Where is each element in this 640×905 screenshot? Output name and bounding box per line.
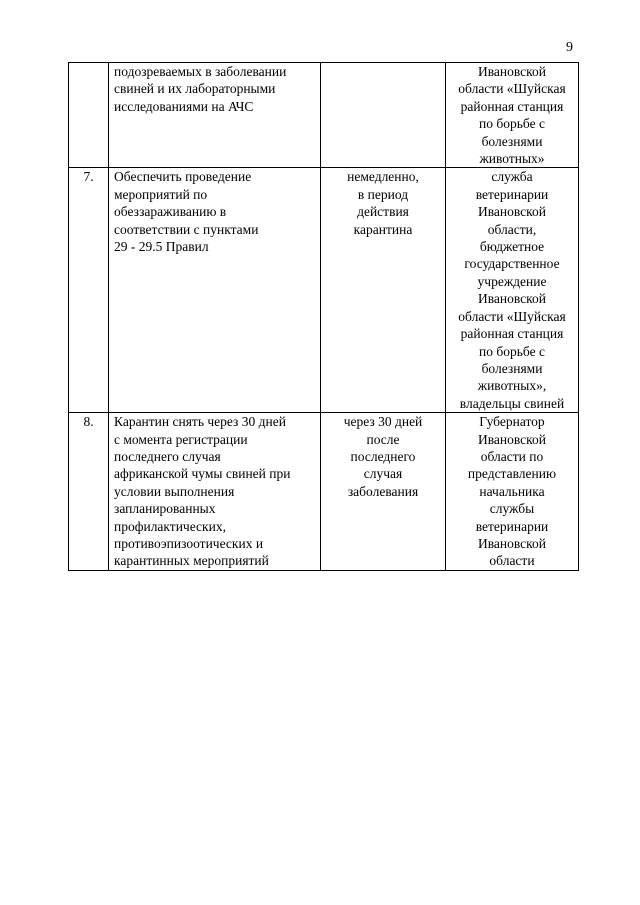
responsible-text-line: владельцы свиней [459,395,565,411]
event-text-line: свиней и их лабораторными [114,81,276,97]
row-number: 8. [83,414,94,430]
term-text-line: через 30 дней [343,414,423,430]
term-cell [321,63,446,168]
responsible-text-line: области по [480,448,544,464]
responsible-text-line: по борьбе с [479,116,545,132]
responsible-cell [446,413,579,571]
term-text-line: карантина [353,221,413,237]
responsible-text-line: области «Шуйская [458,81,566,97]
responsible-text-line: районная станция [460,326,564,342]
term-text-line: немедленно, [347,169,419,185]
responsible-cell [446,63,579,168]
event-cell [109,63,321,168]
term-text-line: в период [357,186,409,202]
event-text-line: 29 - 29.5 Правил [114,239,209,255]
responsible-text-line: Ивановской [477,204,547,220]
responsible-text-line: представлению [467,466,557,482]
responsible-text-line: служба [491,169,533,185]
term-text-line: последнего [350,448,416,464]
responsible-text-line: начальника [479,483,545,499]
responsible-cell [446,168,579,413]
responsible-text-line: ветеринарии [475,518,549,534]
responsible-text-line: Ивановской [477,64,547,79]
table-row [69,168,579,413]
responsible-text-line: государственное [464,256,560,272]
event-text-line: обеззараживанию в [114,204,227,220]
responsible-text-line: болезнями [481,133,543,149]
responsible-text-line: Ивановской [477,431,547,447]
event-text-line: подозреваемых в заболевании [114,64,287,79]
event-text-line: соответствии с пунктами [114,221,259,237]
responsible-text-line: по борьбе с [479,343,545,359]
term-text-line: случая [363,466,403,482]
responsible-text-line: животных», [477,378,547,394]
event-text-line: запланированных [114,501,216,517]
event-cell [109,168,321,413]
responsible-text-line: области «Шуйская [458,308,566,324]
event-text-line: с момента регистрации [114,431,248,447]
responsible-text-line: животных» [479,151,545,167]
responsible-text-line: районная станция [460,98,564,114]
row-number-cell [69,413,109,571]
responsible-text-line: болезнями [481,360,543,376]
responsible-text-line: бюджетное [479,239,545,255]
responsible-text-line: Губернатор [479,414,545,430]
table-row [69,413,579,571]
event-text-line: карантинных мероприятий [114,553,269,569]
row-number-cell [69,168,109,413]
term-cell [321,168,446,413]
event-cell [109,413,321,571]
measures-table [68,62,579,571]
event-text-line: исследованиями на АЧС [114,98,254,114]
row-number: 7. [83,169,94,185]
term-text-line: действия [357,204,409,220]
event-text-line: противоэпизоотических и [114,535,264,551]
term-text-line: после [366,431,400,447]
event-text-line: последнего случая [114,448,221,464]
event-text-line: Карантин снять через 30 дней [114,414,286,430]
responsible-text-line: ветеринарии [475,186,549,202]
responsible-text-line: Ивановской [477,535,547,551]
event-text-line: профилактических, [114,518,226,534]
term-cell [321,413,446,571]
event-text-line: африканской чумы свиней при [114,466,291,482]
event-text-line: Обеспечить проведение [114,169,252,185]
row-number-cell [69,63,109,168]
responsible-text-line: области [489,553,535,569]
responsible-text-line: службы [489,501,535,517]
table-row [69,63,579,168]
responsible-text-line: области, [487,221,537,237]
responsible-text-line: учреждение [477,273,547,289]
responsible-text-line: Ивановской [477,291,547,307]
page-number: 9 [566,40,573,55]
event-text-line: условии выполнения [114,483,235,499]
event-text-line: мероприятий по [114,186,208,202]
term-text-line: заболевания [347,483,419,499]
